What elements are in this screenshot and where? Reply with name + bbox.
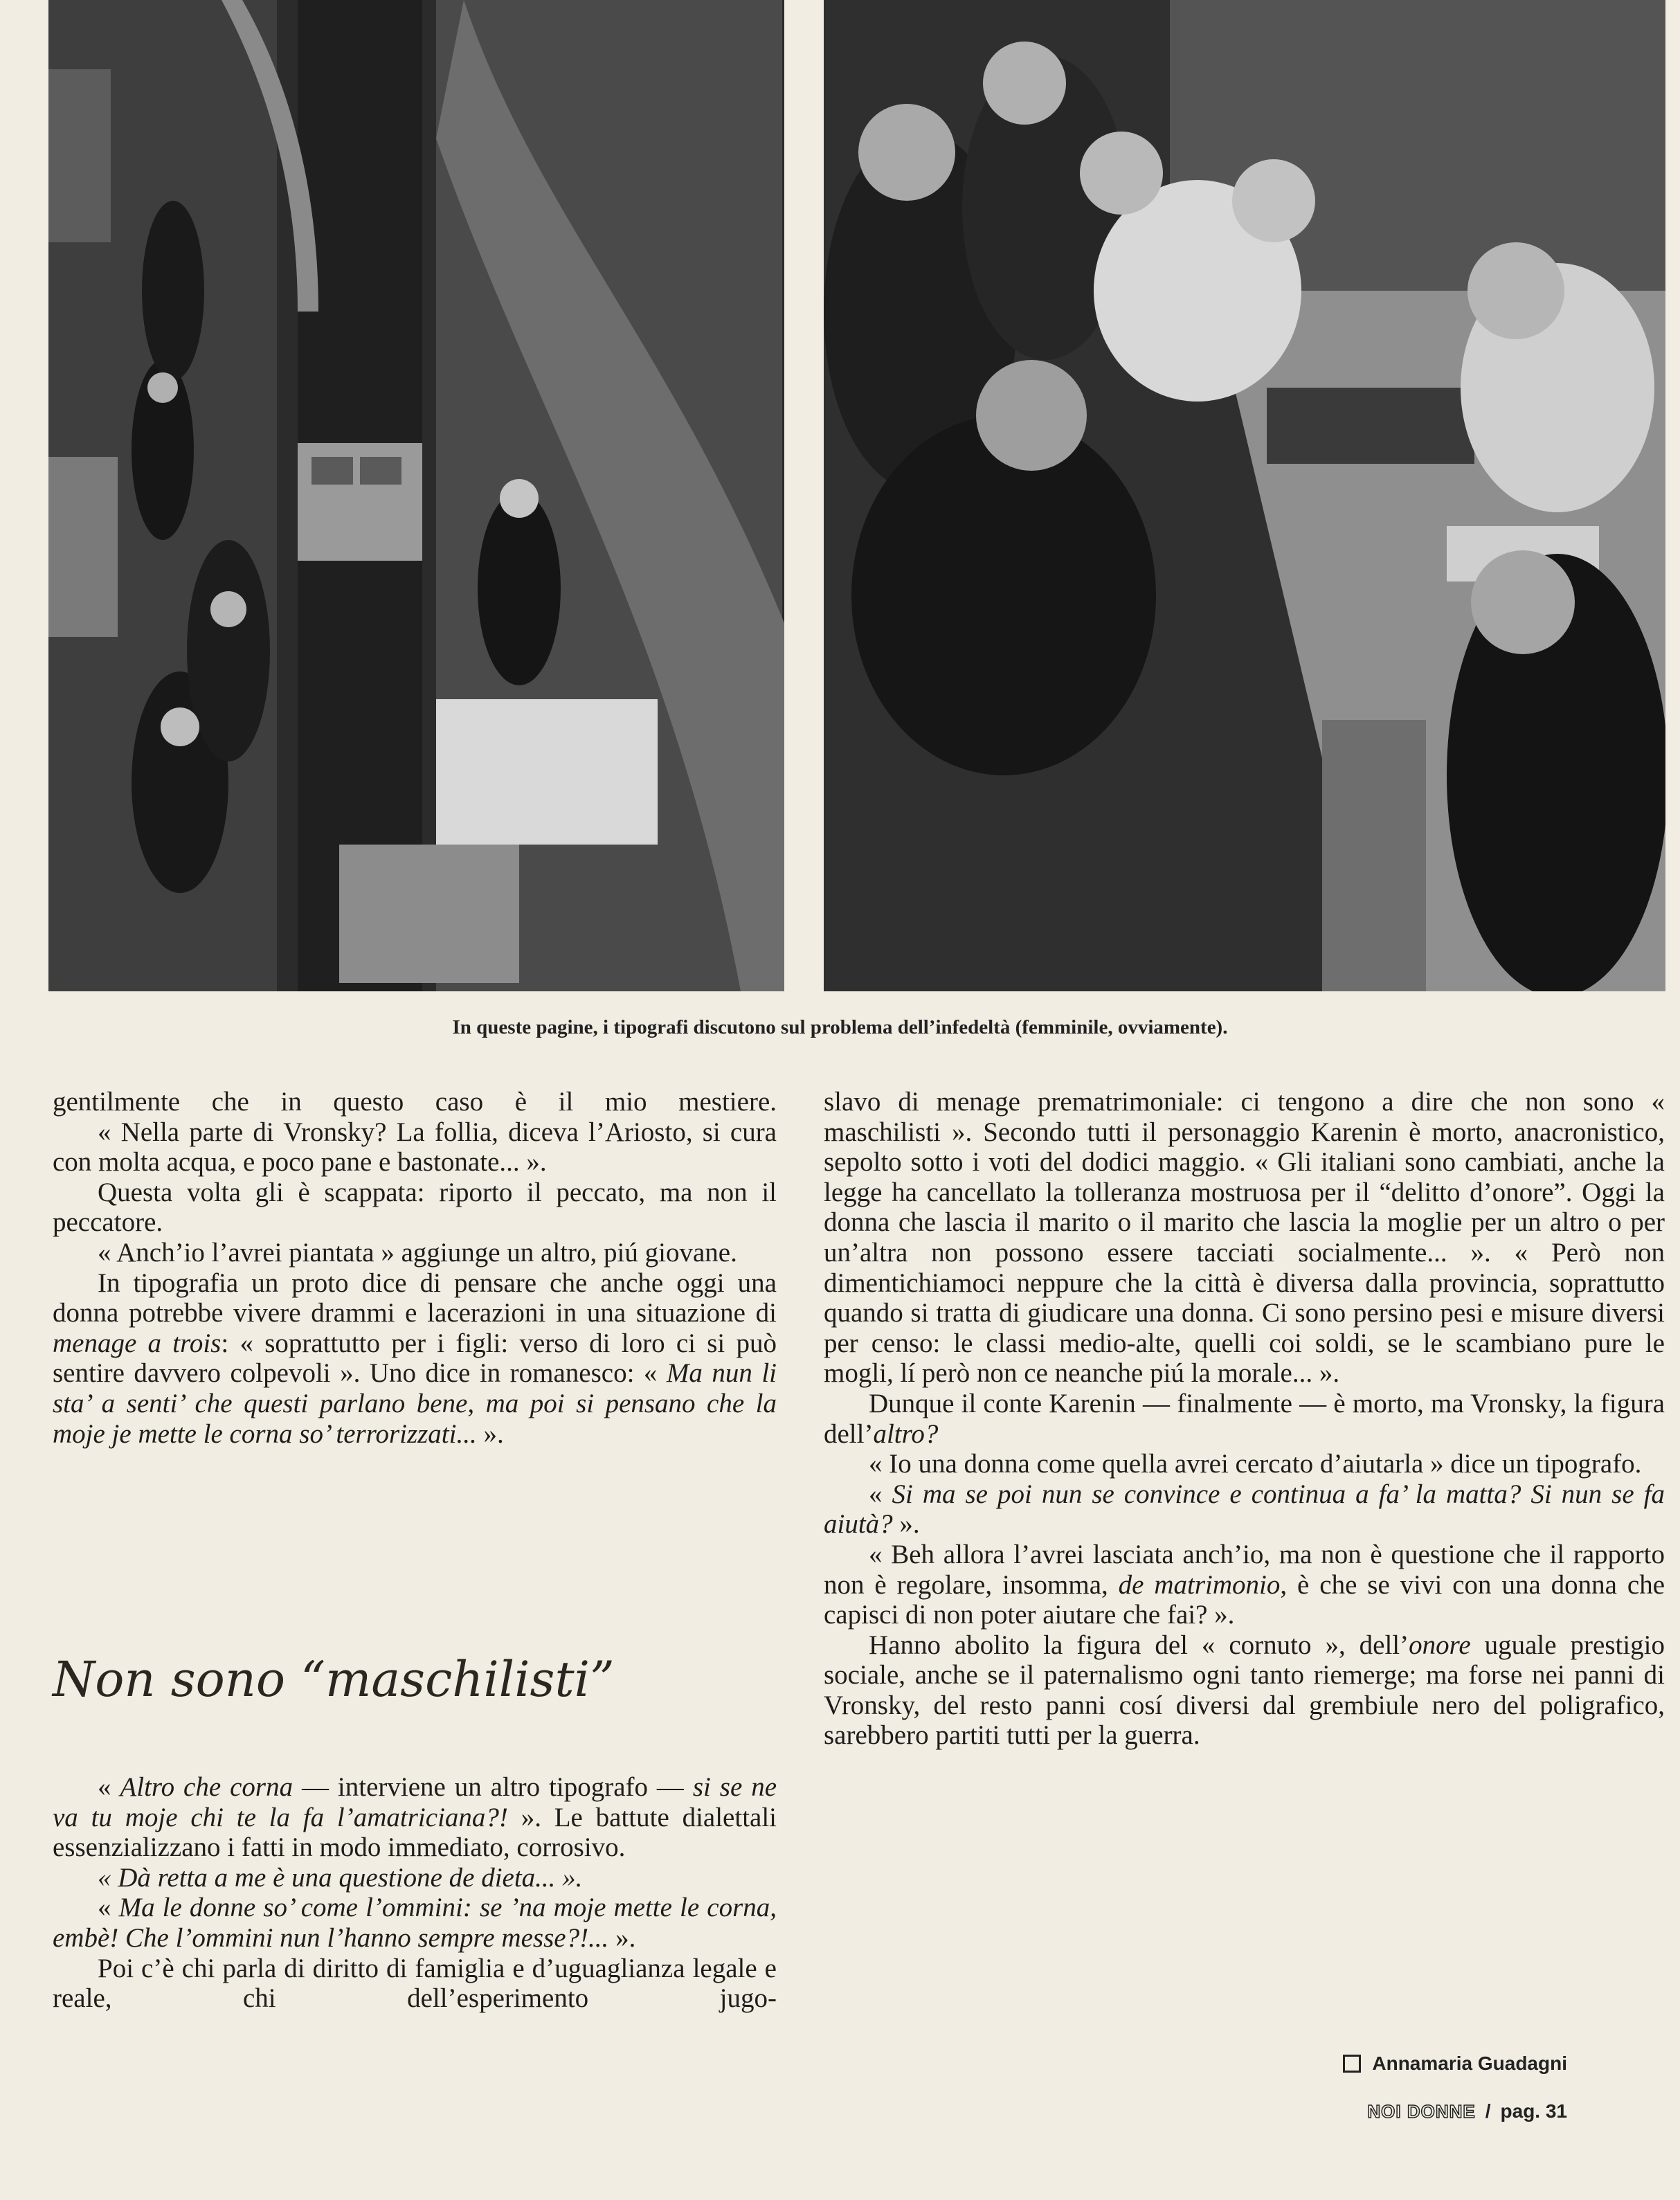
author-name: Annamaria Guadagni	[1372, 2053, 1567, 2074]
paragraph: « Si ma se poi nun se convince e continua a fa’ la matta? Si nun se fa aiutà? ».	[824, 1479, 1665, 1540]
paragraph: « Anch’io l’avrei piantata » aggiunge un altro, piú giovane.	[98, 1237, 737, 1268]
photo-left-illustration	[48, 0, 784, 991]
square-icon	[1343, 2055, 1361, 2073]
page-footer	[1367, 2100, 1567, 2122]
paragraph: Questa volta gli è scappata: riporto il peccato, ma non il peccatore.	[53, 1177, 777, 1238]
section-heading: Non sono “maschilisti”	[53, 1651, 615, 1708]
paragraph: « Altro che corna — interviene un altro tipografo — si se ne va tu moje chi te la fa l’amatriciana?! ». Le battute dialettali essenzializzano i fatti in modo immediato, corrosivo.	[53, 1772, 777, 1863]
left-column	[53, 1087, 777, 1449]
paragraph: gentilmente che in questo caso è il mio mestiere.	[53, 1087, 777, 1117]
paragraph: « Beh allora l’avrei lasciata anch’io, ma non è questione che il rapporto non è regolare, insomma, de matrimonio, è che se vivi con una donna che capisci di non poter aiutare che fai? ».	[824, 1539, 1665, 1630]
footer-separator: /	[1485, 2100, 1491, 2122]
photo-typographers-table	[824, 0, 1665, 991]
magazine-logo: NOI DONNE	[1367, 2100, 1476, 2122]
paragraph: In tipografia un proto dice di pensare che anche oggi una donna potrebbe vivere drammi e lacerazioni in una situazione di menage a trois: « soprattutto per i figli: verso di loro ci si può sentire davvero colpevoli ». Uno dice in romanesco: « Ma nun li sta’ a senti’ che questi parlano bene, ma poi si pensano che la moje je mette le corna so’ terrorizzati... ».	[53, 1268, 777, 1449]
left-column-continued	[53, 1772, 777, 2014]
paragraph: Hanno abolito la figura del « cornuto », dell’onore uguale prestigio sociale, anche se il paternalismo ogni tanto riemerge; ma forse nei panni di Vronsky, del resto panni cosí diversi dal grembiule nero del poligrafico, sarebbero partiti tutti per la guerra.	[824, 1630, 1665, 1751]
photo-caption: In queste pagine, i tipografi discutono sul problema dell’infedeltà (femminile, ovviamente).	[452, 1016, 1228, 1038]
paragraph: « Nella parte di Vronsky? La follia, diceva l’Ariosto, si cura con molta acqua, e poco pane e bastonate... ».	[53, 1117, 777, 1178]
paragraph: « Dà retta a me è una questione de dieta... ».	[98, 1862, 583, 1893]
paragraph: Dunque il conte Karenin — finalmente — è morto, ma Vronsky, la figura dell’altro?	[824, 1388, 1665, 1449]
right-column	[824, 1087, 1665, 1751]
paragraph: « Ma le donne so’ come l’ommini: se ’na moje mette le corna, embè! Che l’ommini nun l’hanno sempre messe?!... ».	[53, 1893, 777, 1953]
photo-right-illustration	[824, 0, 1665, 991]
author-signature	[1343, 2053, 1567, 2075]
photo-printing-press	[48, 0, 784, 991]
paragraph: slavo di menage prematrimoniale: ci tengono a dire che non sono « maschilisti ». Secondo tutti il personaggio Karenin è morto, anacronistico, sepolto sotto i voti del dodici maggio. « Gli italiani sono cambiati, anche la legge ha cancellato la tolleranza mostruosa per il “delitto d’onore”. Oggi la donna che lascia il marito o il marito che lascia la moglie per un altro o per un’altra non possono essere tacciati socialmente... ». « Però non dimentichiamoci neppure che la città è diversa dalla provincia, soprattutto quando si tratta di giudicare una donna. Ci sono persino pesi e misure diversi per censo: le classi medio-alte, quelli coi soldi, se le scambiano pure le mogli, lí però non ce neanche piú la morale... ».	[824, 1087, 1665, 1389]
paragraph: Poi c’è chi parla di diritto di famiglia e d’uguaglianza legale e reale, chi dell’esperimento jugo-	[53, 1953, 777, 2014]
page-number: pag. 31	[1500, 2100, 1567, 2122]
paragraph: « Io una donna come quella avrei cercato d’aiutarla » dice un tipografo.	[869, 1449, 1642, 1479]
